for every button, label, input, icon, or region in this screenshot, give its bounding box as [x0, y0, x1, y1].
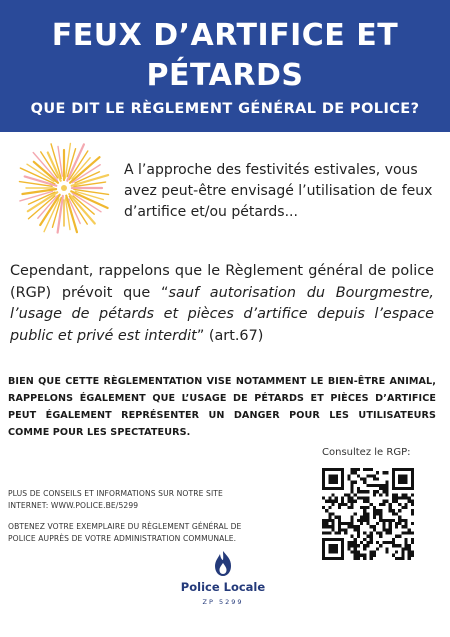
warning-text: BIEN QUE CETTE RÈGLEMENTATION VISE NOTAMMENT LE BIEN-ÊTRE ANIMAL, RAPPELONS ÉGALEMENT QUE L’USAGE DE PÉTARDS ET PIÈCES D’ARTIFICE PEUT ÉGALEMENT REPRÉSENTER UN DANGER POUR LES UTILISATEURS COMME POUR LES SPECTATEURS. [8, 376, 436, 438]
regulation-text-start: Cependant, rappelons que le Règlement général de police (RGP) prévoit que “ [10, 263, 434, 301]
qr-label: Consultez le RGP: [322, 447, 411, 458]
title-line-2: PÉTARDS [146, 58, 304, 93]
tips-block [8, 488, 258, 554]
qr-code-icon[interactable] [322, 468, 414, 560]
regulation-text-end: ” (art.67) [196, 327, 264, 344]
regulation-quote: sauf autorisation du Bourgmestre, l’usage de pétards et pièces d’artifice depuis l’espace public et privé est interdit [10, 284, 434, 344]
tips-website: PLUS DE CONSEILS ET INFORMATIONS SUR NOTRE SITE INTERNET: WWW.POLICE.BE/5299 [8, 489, 223, 510]
firework-icon [12, 136, 116, 240]
title-line-1: FEUX D’ARTIFICE ET [51, 18, 399, 53]
logo-zone: ZP 5299 [202, 598, 244, 606]
police-logo [168, 550, 278, 606]
tips-regulation-copy: OBTENEZ VOTRE EXEMPLAIRE DU RÈGLEMENT GÉNÉRAL DE POLICE AUPRÈS DE VOTRE ADMINISTRATION COMMUNALE. [8, 522, 242, 543]
regulation-paragraph [10, 261, 434, 347]
header-banner [0, 0, 450, 132]
page-title [0, 16, 450, 96]
intro-text: A l’approche des festivités estivales, vous avez peut-être envisagé l’utilisation de feux d’artifice et/ou pétards... [124, 162, 433, 220]
logo-name: Police Locale [180, 580, 266, 594]
police-flame-icon [211, 550, 235, 578]
page-subtitle: QUE DIT LE RÈGLEMENT GÉNÉRAL DE POLICE? [30, 101, 420, 117]
